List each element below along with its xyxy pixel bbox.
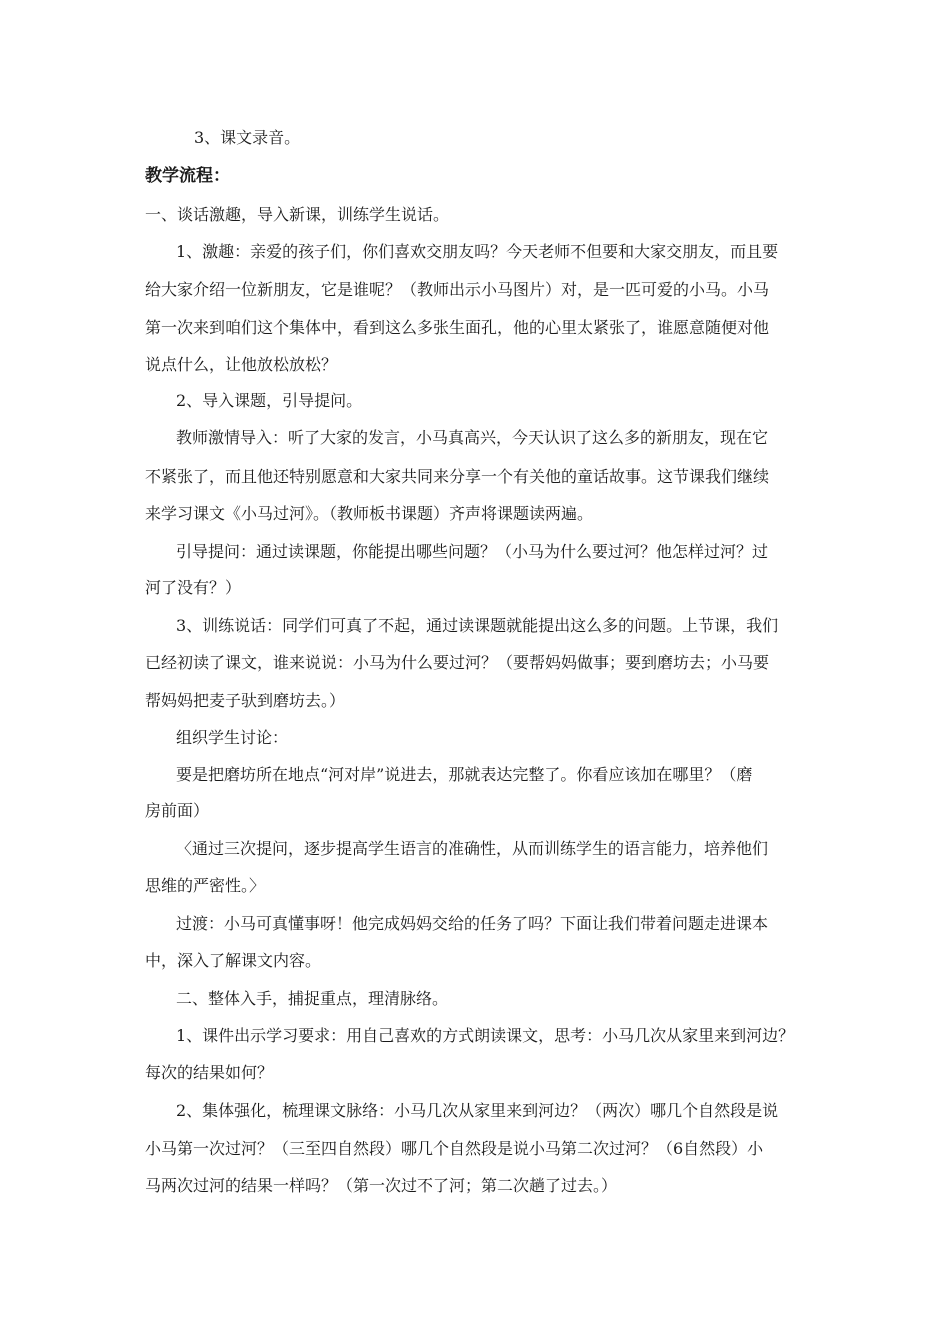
- paragraph-line: 不紧张了，而且他还特别愿意和大家共同来分享一个有关他的童话故事。这节课我们继续: [145, 467, 770, 486]
- paragraph-line: 帮妈妈把麦子驮到磨坊去。）: [145, 691, 346, 710]
- paragraph-line: 组织学生讨论：: [176, 728, 289, 747]
- paragraph-line: 房前面）: [145, 801, 210, 820]
- paragraph-line: 1、课件出示学习要求：用自己喜欢的方式朗读课文，思考：小马几次从家里来到河边？: [176, 1026, 795, 1045]
- paragraph-line: 教师激情导入：听了大家的发言，小马真高兴，今天认识了这么多的新朋友，现在它: [176, 428, 769, 447]
- paragraph-line: 河了没有？）: [145, 578, 242, 597]
- paragraph-line: 过渡：小马可真懂事呀！他完成妈妈交给的任务了吗？下面让我们带着问题走进课本: [176, 914, 769, 933]
- paragraph-line: 马两次过河的结果一样吗？（第一次过不了河；第二次趟了过去。）: [145, 1176, 618, 1195]
- paragraph-line: 2、集体强化，梳理课文脉络：小马几次从家里来到河边？（两次）哪几个自然段是说: [176, 1101, 779, 1120]
- paragraph-line: 说点什么，让他放松放松？: [145, 355, 338, 374]
- paragraph-line: 〈通过三次提问，逐步提高学生语言的准确性，从而训练学生的语言能力，培养他们: [176, 839, 769, 858]
- part-two-title: 二、整体入手，捕捉重点，理清脉络。: [176, 989, 449, 1008]
- section-heading: 教学流程：: [145, 166, 230, 186]
- paragraph-line: 3、训练说话：同学们可真了不起，通过读课题就能提出这么多的问题。上节课，我们: [176, 616, 779, 635]
- material-item-3: 3、课文录音。: [194, 128, 301, 147]
- paragraph-line: 每次的结果如何？: [145, 1063, 274, 1082]
- paragraph-line: 已经初读了课文，谁来说说：小马为什么要过河？（要帮妈妈做事；要到磨坊去；小马要: [145, 653, 770, 672]
- paragraph-line: 2、导入课题，引导提问。: [176, 391, 363, 410]
- paragraph-line: 要是把磨坊所在地点“河对岸”说进去，那就表达完整了。你看应该加在哪里？（磨: [176, 765, 753, 784]
- paragraph-line: 思维的严密性。〉: [145, 876, 266, 895]
- paragraph-line: 1、激趣：亲爱的孩子们，你们喜欢交朋友吗？今天老师不但要和大家交朋友，而且要: [176, 242, 779, 261]
- paragraph-line: 小马第一次过河？（三至四自然段）哪几个自然段是说小马第二次过河？（6自然段）小: [145, 1139, 764, 1158]
- paragraph-line: 来学习课文《小马过河》。（教师板书课题）齐声将课题读两遍。: [145, 504, 594, 523]
- paragraph-line: 中，深入了解课文内容。: [145, 951, 322, 970]
- paragraph-line: 第一次来到咱们这个集体中，看到这么多张生面孔，他的心里太紧张了，谁愿意随便对他: [145, 318, 770, 337]
- paragraph-line: 引导提问：通过读课题，你能提出哪些问题？（小马为什么要过河？他怎样过河？过: [176, 542, 769, 561]
- paragraph-line: 给大家介绍一位新朋友，它是谁呢？（教师出示小马图片）对，是一匹可爱的小马。小马: [145, 280, 770, 299]
- part-one-title: 一、谈话激趣，导入新课，训练学生说话。: [145, 205, 450, 224]
